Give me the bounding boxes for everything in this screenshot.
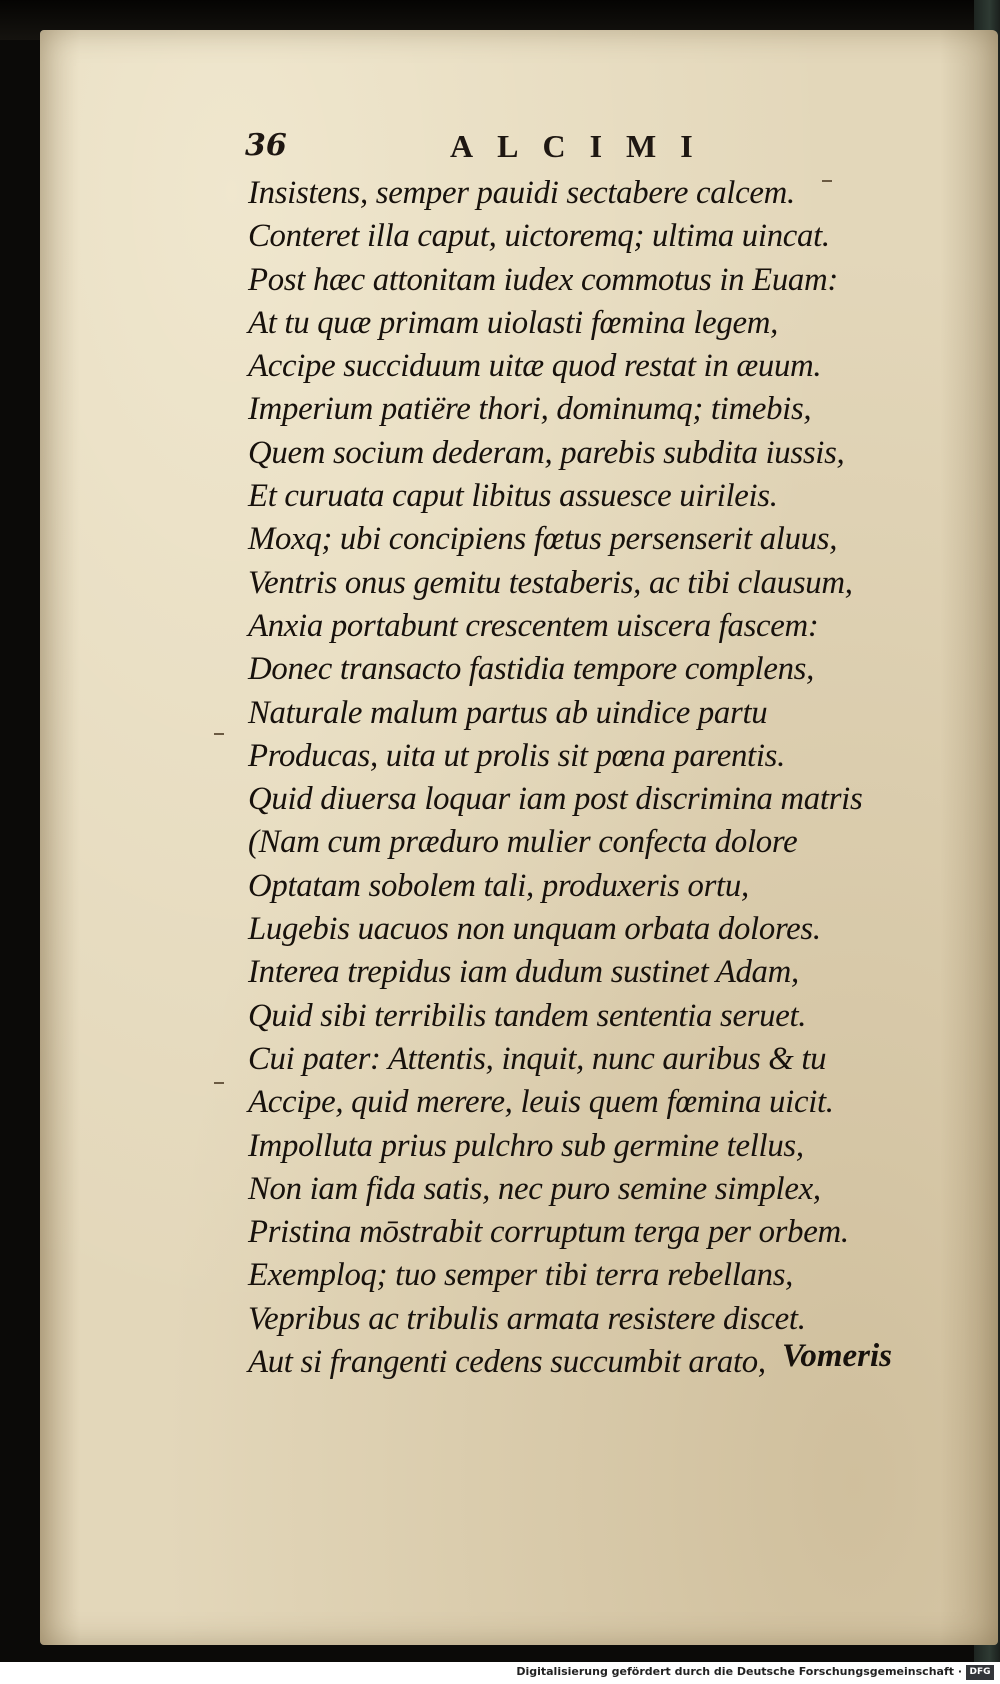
verse-line: Et curuata caput libitus assuesce uirileis. — [248, 478, 778, 515]
margin-mark — [214, 1082, 224, 1084]
verse-line: Lugebis uacuos non unquam orbata dolores. — [248, 911, 821, 948]
verse-line: Imperium patiëre thori, dominumq; timebis, — [248, 391, 812, 428]
verse-line: Interea trepidus iam dudum sustinet Adam, — [248, 954, 799, 991]
margin-mark — [214, 733, 224, 735]
page-number: 36 — [245, 128, 287, 163]
verse-line: Quid diuersa loquar iam post discrimina matris — [248, 781, 863, 818]
verse-line: Accipe succiduum uitæ quod restat in æuum. — [248, 348, 822, 385]
verse-line: Optatam sobolem tali, produxeris ortu, — [248, 867, 749, 904]
verse-line: Naturale malum partus ab uindice partu — [248, 694, 768, 731]
verse-text-block — [248, 172, 928, 1384]
verse-line: Producas, uita ut prolis sit pœna parentis. — [248, 737, 786, 774]
verse-line: Conteret illa caput, uictoremq; ultima uincat. — [248, 218, 830, 255]
verse-line: Ventris onus gemitu testaberis, ac tibi clausum, — [248, 564, 853, 601]
page-header — [245, 128, 717, 168]
digitization-footer — [0, 1662, 1000, 1684]
verse-line: At tu quæ primam uiolasti fœmina legem, — [248, 304, 778, 341]
verse-line: Cui pater: Attentis, inquit, nunc auribus & tu — [248, 1040, 827, 1077]
verse-line: Accipe, quid merere, leuis quem fœmina uicit. — [248, 1084, 834, 1121]
verse-line: Exemploq; tuo semper tibi terra rebellans, — [248, 1257, 794, 1294]
dfg-logo: DFG — [966, 1665, 994, 1680]
verse-line: Pristina mōstrabit corruptum terga per orbem. — [248, 1214, 849, 1251]
catchword: Vomeris — [782, 1338, 893, 1374]
verse-line: Aut si frangenti cedens succumbit arato, — [248, 1344, 766, 1381]
verse-line: Vepribus ac tribulis armata resistere discet. — [248, 1300, 806, 1337]
verse-line: Non iam fida satis, nec puro semine simplex, — [248, 1170, 821, 1207]
verse-line: Donec transacto fastidia tempore complens, — [248, 651, 815, 688]
verse-line: (Nam cum præduro mulier confecta dolore — [248, 824, 798, 861]
verse-line: Impolluta prius pulchro sub germine tellus, — [248, 1127, 804, 1164]
running-title: ALCIMI — [450, 128, 717, 164]
verse-line: Quem socium dederam, parebis subdita iussis, — [248, 434, 845, 471]
funding-credit: Digitalisierung gefördert durch die Deutsche Forschungsgemeinschaft · — [516, 1665, 962, 1678]
verse-line: Post hæc attonitam iudex commotus in Euam: — [248, 261, 839, 298]
verse-line: Insistens, semper pauidi sectabere calcem. — [248, 175, 795, 211]
verse-line: Quid sibi terribilis tandem sententia seruet. — [248, 997, 807, 1034]
verse-line: Anxia portabunt crescentem uiscera fascem: — [248, 607, 819, 644]
verse-line: Moxq; ubi concipiens fœtus persenserit aluus, — [248, 521, 838, 558]
